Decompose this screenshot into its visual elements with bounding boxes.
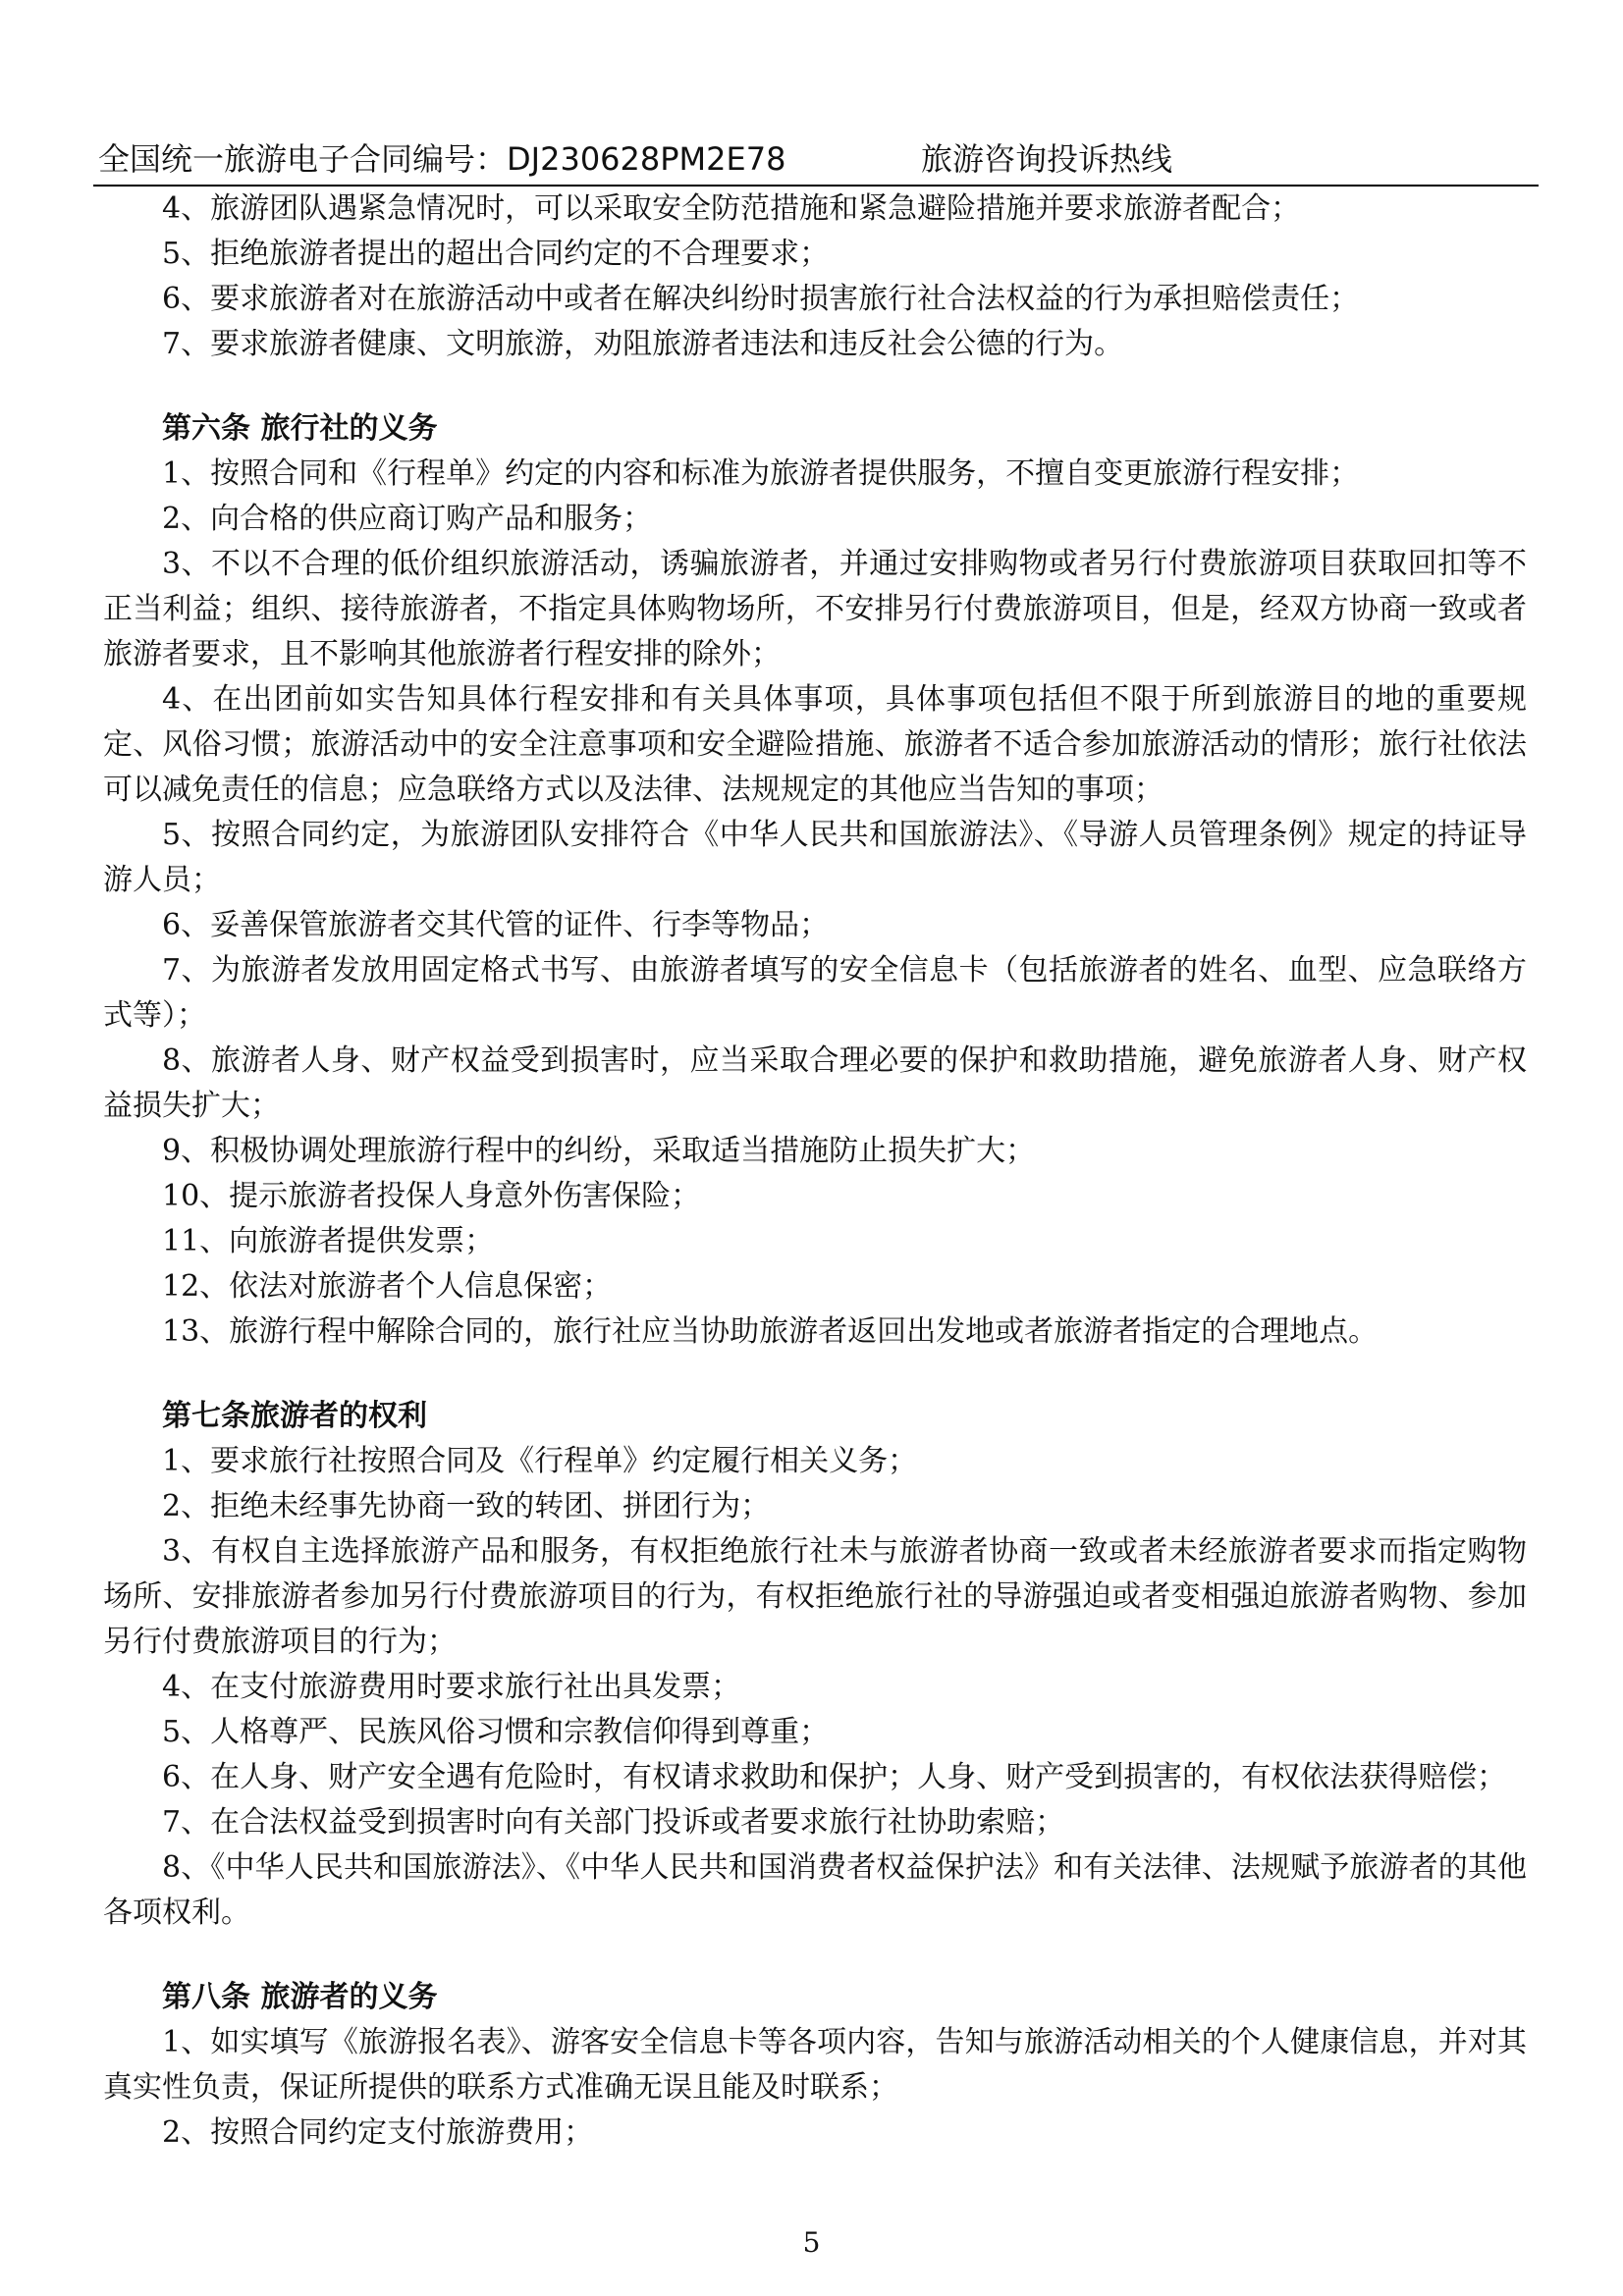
hotline-label: 旅游咨询投诉热线 (921, 140, 1173, 178)
page-header (98, 135, 1532, 183)
list-item: 2、向合格的供应商订购产品和服务； (162, 502, 653, 536)
list-item: 12、依法对旅游者个人信息保密； (162, 1269, 613, 1304)
list-item: 11、向旅游者提供发票； (162, 1224, 495, 1258)
section-8 (103, 1975, 1527, 2156)
section-6-title: 第六条 旅行社的义务 (162, 411, 438, 446)
list-item: 6、在人身、财产安全遇有危险时，有权请求救助和保护；人身、财产受到损害的，有权依法获得赔偿； (162, 1760, 1507, 1794)
contract-number: DJ230628PM2E78 (507, 140, 786, 178)
list-item: 4、旅游团队遇紧急情况时，可以采取安全防范措施和紧急避险措施并要求旅游者配合； (162, 191, 1301, 226)
list-item: 3、不以不合理的低价组织旅游活动，诱骗旅游者，并通过安排购物或者另行付费旅游项目获取回扣等不正当利益；组织、接待旅游者，不指定具体购物场所，不安排另行付费旅游项目，但是，经双方协商一致或者旅游者要求，且不影响其他旅游者行程安排的除外； (103, 547, 1527, 671)
list-item: 6、妥善保管旅游者交其代管的证件、行李等物品； (162, 908, 830, 942)
list-item: 5、按照合同约定，为旅游团队安排符合《中华人民共和国旅游法》、《导游人员管理条例》规定的持证导游人员； (103, 818, 1527, 897)
list-item: 6、要求旅游者对在旅游活动中或者在解决纠纷时损害旅行社合法权益的行为承担赔偿责任； (162, 282, 1360, 316)
contract-number-label: 全国统一旅游电子合同编号： (98, 140, 508, 178)
section-7 (103, 1394, 1527, 1936)
list-item: 7、在合法权益受到损害时向有关部门投诉或者要求旅行社协助索赔； (162, 1805, 1065, 1840)
list-item: 13、旅游行程中解除合同的，旅行社应当协助旅游者返回出发地或者旅游者指定的合理地点。 (162, 1314, 1379, 1349)
list-item: 4、在出团前如实告知具体行程安排和有关具体事项，具体事项包括但不限于所到旅游目的地的重要规定、风俗习惯；旅游活动中的安全注意事项和安全避险措施、旅游者不适合参加旅游活动的情形；旅行社依法可以减免责任的信息；应急联络方式以及法律、法规规定的其他应当告知的事项； (103, 682, 1527, 807)
list-item: 8、《中华人民共和国旅游法》、《中华人民共和国消费者权益保护法》和有关法律、法规赋予旅游者的其他各项权利。 (103, 1850, 1527, 1930)
list-item: 7、为旅游者发放用固定格式书写、由旅游者填写的安全信息卡（包括旅游者的姓名、血型、应急联络方式等）； (103, 953, 1527, 1033)
list-item: 4、在支付旅游费用时要求旅行社出具发票； (162, 1670, 741, 1704)
list-item: 7、要求旅游者健康、文明旅游，劝阻旅游者违法和违反社会公德的行为。 (162, 327, 1124, 361)
list-item: 1、如实填写《旅游报名表》、游客安全信息卡等各项内容，告知与旅游活动相关的个人健康信息，并对其真实性负责，保证所提供的联系方式准确无误且能及时联系； (103, 2025, 1527, 2105)
list-item: 5、人格尊严、民族风俗习惯和宗教信仰得到尊重； (162, 1715, 830, 1749)
list-item: 2、拒绝未经事先协商一致的转团、拼团行为； (162, 1489, 771, 1523)
list-item: 1、按照合同和《行程单》约定的内容和标准为旅游者提供服务，不擅自变更旅游行程安排； (162, 456, 1360, 491)
list-item: 8、旅游者人身、财产权益受到损害时，应当采取合理必要的保护和救助措施，避免旅游者人身、财产权益损失扩大； (103, 1043, 1527, 1123)
list-item: 2、按照合同约定支付旅游费用； (162, 2115, 594, 2150)
document-body (103, 187, 1527, 2156)
page-number: 5 (802, 2226, 821, 2259)
list-item: 3、有权自主选择旅游产品和服务，有权拒绝旅行社未与旅游者协商一致或者未经旅游者要求而指定购物场所、安排旅游者参加另行付费旅游项目的行为，有权拒绝旅行社的导游强迫或者变相强迫旅游者购物、参加另行付费旅游项目的行为； (103, 1534, 1527, 1659)
list-item: 5、拒绝旅游者提出的超出合同约定的不合理要求； (162, 237, 830, 271)
intro-clauses (103, 187, 1527, 367)
section-7-title: 第七条旅游者的权利 (162, 1399, 427, 1433)
section-6 (103, 406, 1527, 1355)
list-item: 1、要求旅行社按照合同及《行程单》约定履行相关义务； (162, 1444, 918, 1478)
list-item: 9、积极协调处理旅游行程中的纠纷，采取适当措施防止损失扩大； (162, 1134, 1036, 1168)
list-item: 10、提示旅游者投保人身意外伤害保险； (162, 1179, 701, 1213)
section-8-title: 第八条 旅游者的义务 (162, 1980, 438, 2014)
